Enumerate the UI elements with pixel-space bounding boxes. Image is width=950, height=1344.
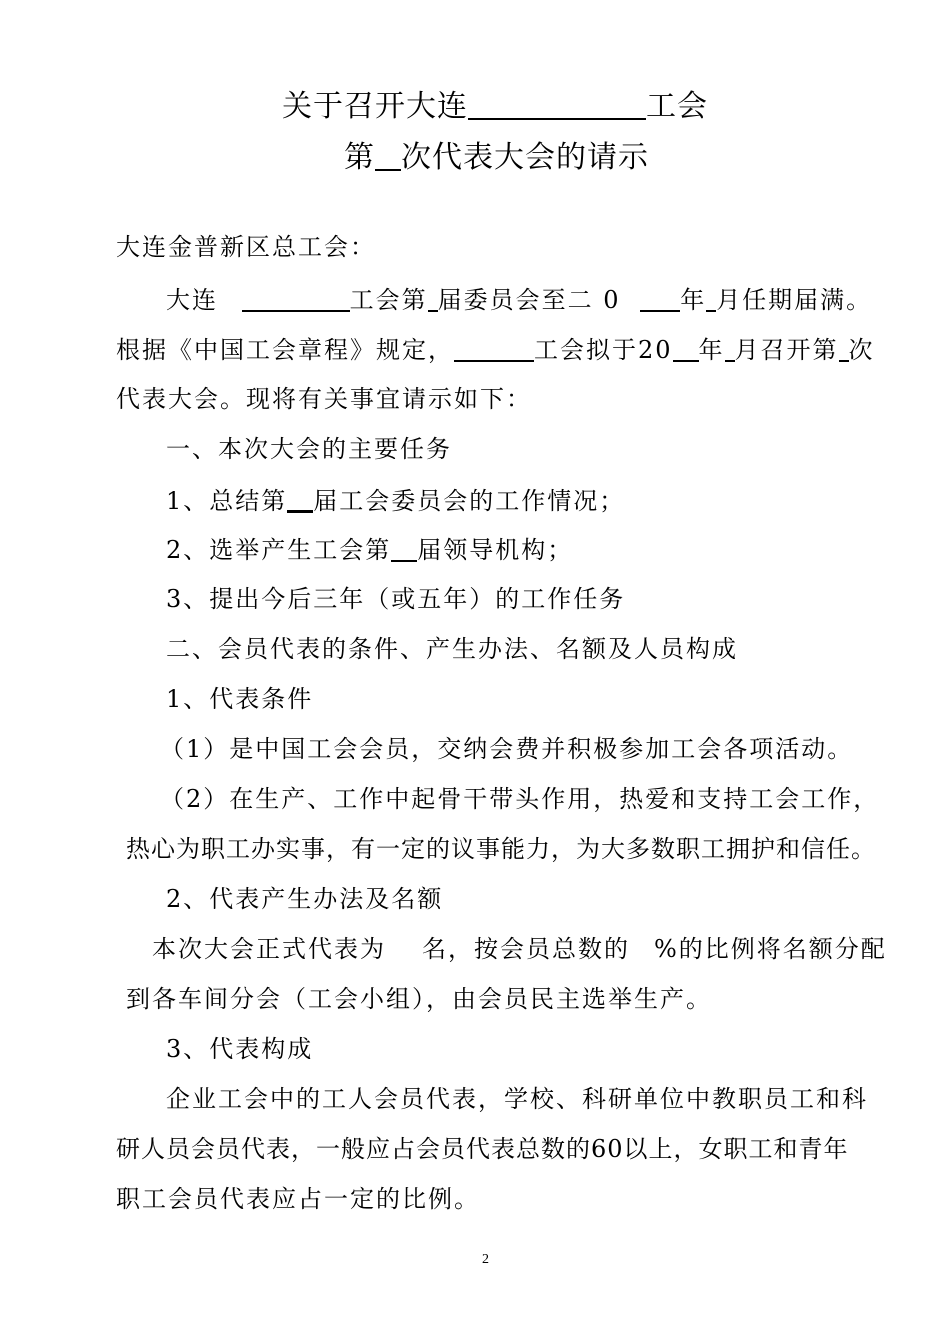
paragraph-line: 代表大会。现将有关事宜请示如下：	[116, 385, 532, 413]
text: 届委员会至二 0	[437, 286, 621, 314]
section-heading: 一、本次大会的主要任务	[166, 435, 452, 463]
paragraph-line: （2）在生产、工作中起骨干带头作用，热爱和支持工会工作，	[160, 785, 880, 813]
section-heading: 二、会员代表的条件、产生办法、名额及人员构成	[166, 635, 738, 663]
list-item: 3、提出今后三年（或五年）的工作任务	[166, 585, 626, 613]
text: 工会拟于20	[534, 336, 673, 364]
paragraph-line: 职工会员代表应占一定的比例。	[116, 1185, 480, 1213]
text: 年	[680, 286, 707, 314]
title-suffix: 次代表大会的请示	[401, 140, 649, 175]
title-prefix: 第	[344, 140, 375, 175]
text: 月召开第	[734, 336, 839, 364]
paragraph-line: 到各车间分会（工会小组），由会员民主选举生产。	[126, 985, 712, 1013]
blank-underline	[640, 284, 680, 312]
title-suffix: 工会	[646, 89, 708, 124]
text: 名，按会员总数的	[422, 935, 630, 963]
blank-underline	[287, 484, 313, 513]
title-line-2	[344, 137, 649, 178]
paragraph-line	[152, 934, 887, 964]
text: 月任期届满。	[716, 286, 873, 314]
text: 次	[848, 336, 875, 364]
blank-underline	[673, 334, 699, 362]
blank-underline	[839, 334, 849, 362]
text: 届领导机构；	[417, 536, 574, 564]
paragraph-line: （1）是中国工会会员，交纳会费并积极参加工会各项活动。	[160, 735, 854, 763]
text: 1、总结第	[166, 487, 288, 515]
text: 工会第	[349, 286, 428, 314]
list-item	[166, 534, 573, 565]
paragraph-line: 研人员会员代表，一般应占会员代表总数的60以上，女职工和青年	[116, 1135, 849, 1163]
text: %的比例将名额分配	[654, 935, 887, 963]
list-item	[166, 484, 625, 516]
blank-underline	[454, 334, 534, 362]
text: 届工会委员会的工作情况；	[313, 487, 626, 515]
title-line-1	[282, 86, 708, 127]
blank-underline	[468, 86, 646, 120]
subsection-heading: 3、代表构成	[166, 1035, 314, 1063]
text: 本次大会正式代表为	[152, 935, 386, 963]
title-prefix: 关于召开大连	[282, 89, 468, 124]
text: 大连	[166, 286, 218, 314]
blank-underline	[391, 534, 417, 562]
blank-underline	[428, 284, 438, 312]
text: 根据《中国工会章程》规定，	[116, 336, 454, 364]
blank-underline	[725, 334, 735, 362]
paragraph-line: 企业工会中的工人会员代表，学校、科研单位中教职员工和科	[166, 1085, 868, 1113]
blank-underline	[375, 137, 401, 171]
paragraph-line: 热心为职工办实事，有一定的议事能力，为大多数职工拥护和信任。	[126, 835, 876, 863]
page-number: 2	[482, 1252, 489, 1267]
subsection-heading: 1、代表条件	[166, 685, 314, 713]
text: 2、选举产生工会第	[166, 536, 392, 564]
text: 年	[698, 336, 725, 364]
paragraph-line	[166, 284, 872, 315]
addressee: 大连金普新区总工会：	[116, 233, 376, 261]
blank-underline	[706, 284, 716, 312]
paragraph-line	[116, 334, 875, 365]
blank-underline	[242, 284, 350, 312]
subsection-heading: 2、代表产生办法及名额	[166, 885, 444, 913]
